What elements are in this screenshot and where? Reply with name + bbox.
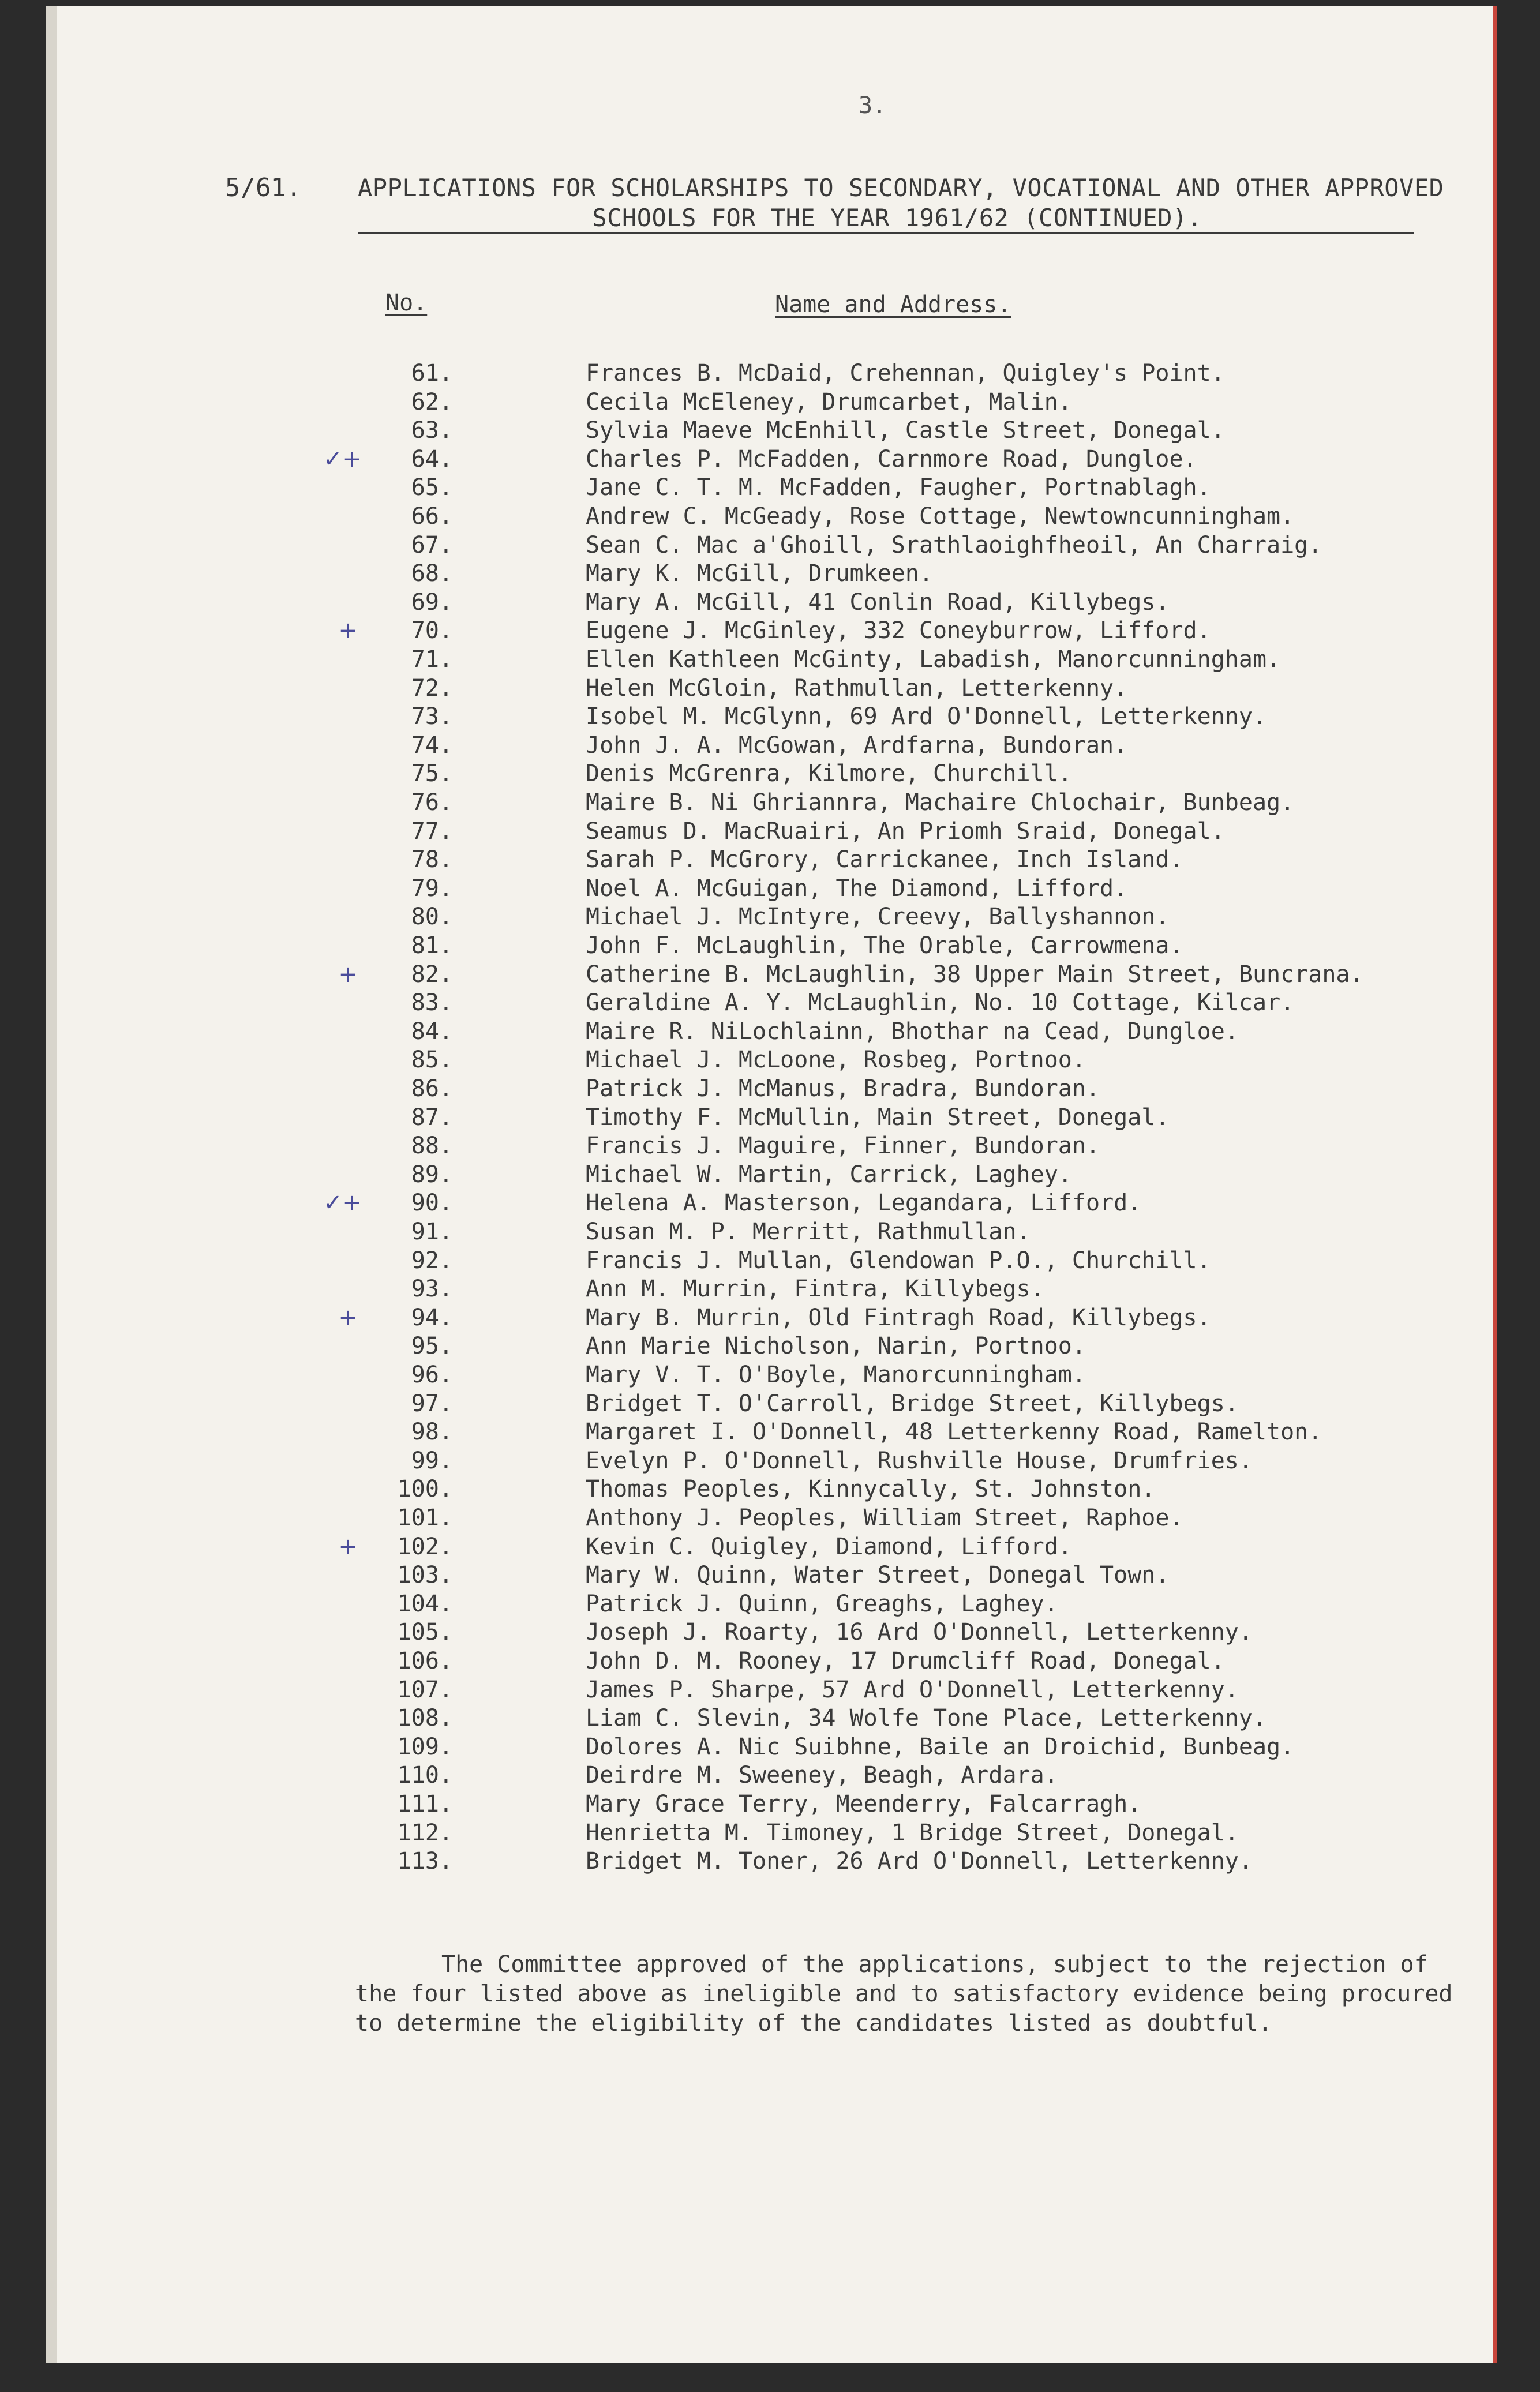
entry-number: 102. <box>397 1533 453 1560</box>
entry-name-address: Mary V. T. O'Boyle, Manorcunningham. <box>586 1362 1086 1388</box>
entry-name-address: Mary K. McGill, Drumkeen. <box>586 560 934 587</box>
entry-name-address: Ann M. Murrin, Fintra, Killybegs. <box>586 1276 1044 1303</box>
entry-name-address: Denis McGrenra, Kilmore, Churchill. <box>586 760 1072 788</box>
entry-number: 93. <box>411 1276 453 1303</box>
entry-name-address: John F. McLaughlin, The Orable, Carrowmena. <box>586 932 1183 959</box>
handwritten-mark: + <box>338 1533 358 1560</box>
entry-number: 71. <box>411 646 453 673</box>
entry-name-address: Ann Marie Nicholson, Narin, Portnoo. <box>586 1333 1086 1360</box>
entry-name-address: James P. Sharpe, 57 Ard O'Donnell, Letterkenny. <box>586 1676 1239 1703</box>
entry-name-address: Mary Grace Terry, Meenderry, Falcarragh. <box>586 1791 1142 1817</box>
entry-name-address: Thomas Peoples, Kinnycally, St. Johnston. <box>586 1476 1156 1503</box>
handwritten-mark: ✓+ <box>323 1190 362 1217</box>
entry-number: 73. <box>411 703 453 730</box>
entry-name-address: Susan M. P. Merritt, Rathmullan. <box>586 1219 1031 1245</box>
entry-number: 82. <box>411 961 453 988</box>
entry-number: 69. <box>411 588 453 616</box>
entry-number: 72. <box>411 674 453 702</box>
entry-number: 112. <box>397 1819 453 1846</box>
entry-number: 74. <box>411 732 453 759</box>
entry-number: 90. <box>411 1190 453 1217</box>
entry-name-address: Catherine B. McLaughlin, 38 Upper Main Street, Buncrana. <box>586 961 1364 988</box>
entry-name-address: Margaret I. O'Donnell, 48 Letterkenny Road, Ramelton. <box>586 1419 1322 1446</box>
handwritten-mark: + <box>338 1304 358 1331</box>
entry-number: 109. <box>397 1733 453 1760</box>
entry-number: 84. <box>411 1018 453 1045</box>
entry-number: 100. <box>397 1476 453 1503</box>
entry-name-address: John J. A. McGowan, Ardfarna, Bundoran. <box>586 732 1128 759</box>
entry-number: 75. <box>411 760 453 788</box>
entry-number: 94. <box>411 1304 453 1331</box>
entry-name-address: Michael W. Martin, Carrick, Laghey. <box>586 1161 1072 1188</box>
entry-number: 65. <box>411 474 453 501</box>
entry-number: 113. <box>397 1848 453 1875</box>
entry-name-address: Helena A. Masterson, Legandara, Lifford. <box>586 1190 1142 1217</box>
entry-number: 81. <box>411 932 453 959</box>
entry-number: 107. <box>397 1676 453 1703</box>
entry-name-address: Andrew C. McGeady, Rose Cottage, Newtowncunningham. <box>586 503 1295 530</box>
entry-name-address: Michael J. McIntyre, Creevy, Ballyshannon. <box>586 903 1170 931</box>
entry-number: 77. <box>411 818 453 845</box>
entry-name-address: Eugene J. McGinley, 332 Coneyburrow, Lifford. <box>586 617 1211 644</box>
entry-number: 105. <box>397 1619 453 1646</box>
entry-name-address: Francis J. Mullan, Glendowan P.O., Churchill. <box>586 1247 1211 1274</box>
binding-edge <box>46 6 57 2363</box>
heading-line-2: SCHOOLS FOR THE YEAR 1961/62 (CONTINUED). <box>592 204 1202 232</box>
entry-name-address: Evelyn P. O'Donnell, Rushville House, Drumfries. <box>586 1447 1253 1474</box>
entry-number: 70. <box>411 617 453 644</box>
heading-underline <box>358 232 1414 234</box>
entry-number: 95. <box>411 1333 453 1360</box>
entry-number: 89. <box>411 1161 453 1188</box>
column-header-no: No. <box>385 290 428 316</box>
entry-name-address: Deirdre M. Sweeney, Beagh, Ardara. <box>586 1762 1058 1789</box>
entry-name-address: Mary B. Murrin, Old Fintragh Road, Killybegs. <box>586 1304 1211 1331</box>
entry-name-address: Mary W. Quinn, Water Street, Donegal Town. <box>586 1562 1170 1589</box>
handwritten-mark: + <box>338 961 358 988</box>
entry-number: 78. <box>411 846 453 873</box>
handwritten-mark: ✓+ <box>323 445 362 473</box>
resolution-line-1: The Committee approved of the applications, subject to the rejection of <box>441 1951 1428 1978</box>
entry-number: 88. <box>411 1133 453 1160</box>
entry-name-address: John D. M. Rooney, 17 Drumcliff Road, Donegal. <box>586 1648 1225 1674</box>
entry-name-address: Charles P. McFadden, Carnmore Road, Dungloe. <box>586 445 1197 473</box>
entry-name-address: Helen McGloin, Rathmullan, Letterkenny. <box>586 674 1128 702</box>
entry-name-address: Noel A. McGuigan, The Diamond, Lifford. <box>586 875 1128 902</box>
entry-number: 76. <box>411 789 453 816</box>
entry-name-address: Patrick J. McManus, Bradra, Bundoran. <box>586 1075 1100 1102</box>
item-reference: 5/61. <box>225 173 302 203</box>
entry-name-address: Timothy F. McMullin, Main Street, Donegal. <box>586 1104 1170 1131</box>
entry-name-address: Liam C. Slevin, 34 Wolfe Tone Place, Letterkenny. <box>586 1705 1267 1732</box>
entry-name-address: Francis J. Maguire, Finner, Bundoran. <box>586 1133 1100 1160</box>
entry-name-address: Anthony J. Peoples, William Street, Raphoe. <box>586 1505 1183 1531</box>
entry-number: 86. <box>411 1075 453 1102</box>
entry-number: 91. <box>411 1219 453 1245</box>
committee-resolution <box>355 1950 1497 2038</box>
entry-name-address: Mary A. McGill, 41 Conlin Road, Killybegs. <box>586 588 1170 616</box>
entry-number: 80. <box>411 903 453 931</box>
entry-number: 67. <box>411 531 453 558</box>
entry-name-address: Jane C. T. M. McFadden, Faugher, Portnablagh. <box>586 474 1211 501</box>
entry-number: 79. <box>411 875 453 902</box>
entry-number: 62. <box>411 388 453 415</box>
entry-name-address: Maire B. Ni Ghriannra, Machaire Chlochair, Bunbeag. <box>586 789 1295 816</box>
entry-number: 99. <box>411 1447 453 1474</box>
entry-number: 64. <box>411 445 453 473</box>
entry-number: 98. <box>411 1419 453 1446</box>
entry-name-address: Sarah P. McGrory, Carrickanee, Inch Island. <box>586 846 1183 873</box>
entry-name-address: Frances B. McDaid, Crehennan, Quigley's Point. <box>586 360 1225 387</box>
entry-name-address: Isobel M. McGlynn, 69 Ard O'Donnell, Letterkenny. <box>586 703 1267 730</box>
entry-number: 66. <box>411 503 453 530</box>
entry-number: 87. <box>411 1104 453 1131</box>
entry-name-address: Sean C. Mac a'Ghoill, Srathlaoighfheoil, An Charraig. <box>586 531 1322 558</box>
entry-number: 101. <box>397 1505 453 1531</box>
entry-name-address: Dolores A. Nic Suibhne, Baile an Droichid, Bunbeag. <box>586 1733 1295 1760</box>
entry-number: 108. <box>397 1705 453 1732</box>
section-heading <box>358 173 1444 233</box>
entry-name-address: Patrick J. Quinn, Greaghs, Laghey. <box>586 1590 1058 1617</box>
column-header-name: Name and Address. <box>775 291 1011 318</box>
entry-name-address: Bridget M. Toner, 26 Ard O'Donnell, Letterkenny. <box>586 1848 1253 1875</box>
entry-number: 97. <box>411 1390 453 1417</box>
handwritten-mark: + <box>338 617 358 644</box>
entry-name-address: Maire R. NiLochlainn, Bhothar na Cead, Dungloe. <box>586 1018 1239 1045</box>
entry-number: 68. <box>411 560 453 587</box>
resolution-line-2: the four listed above as ineligible and to satisfactory evidence being procured <box>355 1981 1453 2007</box>
entry-name-address: Bridget T. O'Carroll, Bridge Street, Killybegs. <box>586 1390 1239 1417</box>
entry-number: 83. <box>411 989 453 1017</box>
entry-name-address: Geraldine A. Y. McLaughlin, No. 10 Cottage, Kilcar. <box>586 989 1295 1017</box>
entry-number: 103. <box>397 1562 453 1589</box>
entry-name-address: Michael J. McLoone, Rosbeg, Portnoo. <box>586 1047 1086 1074</box>
entry-name-address: Joseph J. Roarty, 16 Ard O'Donnell, Letterkenny. <box>586 1619 1253 1646</box>
entry-number: 110. <box>397 1762 453 1789</box>
entry-number: 61. <box>411 360 453 387</box>
entry-number: 111. <box>397 1791 453 1817</box>
entry-number: 63. <box>411 417 453 444</box>
heading-line-1: APPLICATIONS FOR SCHOLARSHIPS TO SECONDARY, VOCATIONAL AND OTHER APPROVED <box>358 174 1444 202</box>
entry-name-address: Cecila McEleney, Drumcarbet, Malin. <box>586 388 1072 415</box>
resolution-line-3: to determine the eligibility of the candidates listed as doubtful. <box>355 2010 1272 2037</box>
entry-name-address: Seamus D. MacRuairi, An Priomh Sraid, Donegal. <box>586 818 1225 845</box>
entry-name-address: Kevin C. Quigley, Diamond, Lifford. <box>586 1533 1072 1560</box>
page-number: 3. <box>859 92 887 119</box>
entry-name-address: Henrietta M. Timoney, 1 Bridge Street, Donegal. <box>586 1819 1239 1846</box>
entry-name-address: Sylvia Maeve McEnhill, Castle Street, Donegal. <box>586 417 1225 444</box>
entry-name-address: Ellen Kathleen McGinty, Labadish, Manorcunningham. <box>586 646 1281 673</box>
entry-number: 85. <box>411 1047 453 1074</box>
entry-number: 92. <box>411 1247 453 1274</box>
entry-number: 96. <box>411 1362 453 1388</box>
entry-number: 104. <box>397 1590 453 1617</box>
entry-number: 106. <box>397 1648 453 1674</box>
